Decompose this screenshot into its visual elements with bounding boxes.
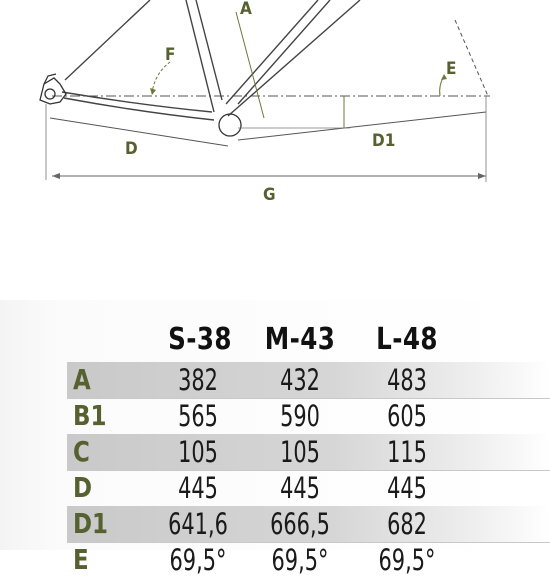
row-label: E (73, 543, 89, 576)
frame-geometry-diagram (0, 0, 550, 230)
table-cell: 641,6 (168, 507, 228, 541)
table-cell: 382 (178, 363, 218, 397)
bottom-bracket (219, 114, 241, 136)
column-header-m43: M-43 (264, 322, 336, 357)
table-cell: 445 (178, 471, 218, 505)
table-cell: 69,5° (169, 543, 227, 577)
table-cell: 69,5° (271, 543, 329, 577)
head-angle-line (455, 20, 488, 96)
table-row (67, 434, 550, 470)
table-row (67, 398, 550, 434)
table-cell: 105 (280, 435, 320, 469)
table-row (67, 362, 550, 398)
dim-label-A: A (240, 0, 252, 19)
dim-label-F: F (165, 45, 176, 65)
dim-D-line (50, 118, 228, 146)
dim-label-D1: D1 (372, 131, 396, 151)
column-header-l48: L-48 (376, 322, 438, 357)
table-row (67, 506, 550, 542)
row-label: A (73, 363, 91, 396)
dim-label-D: D (125, 139, 138, 159)
frame-outline (62, 0, 360, 120)
dim-label-G: G (263, 185, 276, 205)
row-label: B1 (73, 399, 107, 432)
table-cell: 432 (280, 363, 320, 397)
table-cell: 565 (178, 399, 218, 433)
table-cell: 115 (387, 435, 427, 469)
table-cell: 682 (387, 507, 427, 541)
dim-D1-line (238, 112, 486, 140)
table-cell: 69,5° (378, 543, 436, 577)
table-cell: 105 (178, 435, 218, 469)
table-cell: 666,5 (270, 507, 330, 541)
row-label: C (73, 435, 90, 468)
geometry-table (0, 300, 550, 577)
table-cell: 483 (387, 363, 427, 397)
row-label: D (73, 471, 93, 504)
table-row (67, 470, 550, 506)
dim-label-E: E (446, 59, 457, 79)
rear-dropout (40, 74, 66, 104)
table-cell: 445 (387, 471, 427, 505)
angle-F-arc (152, 62, 170, 94)
table-row (67, 542, 550, 578)
table-cell: 445 (280, 471, 320, 505)
table-cell: 590 (280, 399, 320, 433)
row-label: D1 (73, 507, 109, 540)
column-header-s38: S-38 (168, 322, 232, 357)
table-cell: 605 (387, 399, 427, 433)
